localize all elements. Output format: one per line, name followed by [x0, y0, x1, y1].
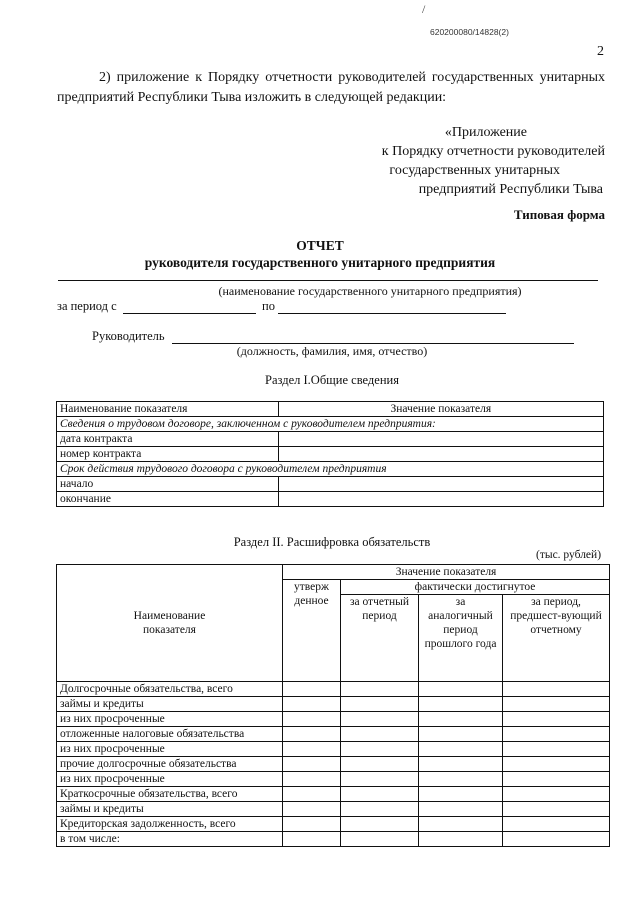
appendix-line-3: государственных унитарных — [389, 163, 560, 178]
col-header-approved-l2: денное — [294, 595, 329, 607]
table-row: займы и кредиты — [57, 697, 283, 712]
value-cell[interactable] — [419, 682, 503, 697]
col-header-name — [57, 565, 283, 682]
value-cell[interactable] — [283, 727, 341, 742]
value-cell[interactable] — [503, 682, 610, 697]
value-cell[interactable] — [341, 727, 419, 742]
head-caption: (должность, фамилия, имя, отчество) — [236, 344, 428, 358]
value-cell[interactable] — [341, 712, 419, 727]
period-to-label: по — [262, 299, 275, 313]
value-cell[interactable] — [503, 712, 610, 727]
col-header-prev-year: за аналогичный период прошлого года — [419, 595, 503, 682]
table-row-contract-term: Срок действия трудового договора с руководителем предприятия — [57, 462, 604, 477]
typical-form-label: Типовая форма — [513, 207, 605, 222]
value-cell[interactable] — [341, 757, 419, 772]
value-cell[interactable] — [419, 802, 503, 817]
value-cell[interactable] — [503, 697, 610, 712]
value-cell[interactable] — [419, 712, 503, 727]
col-header-value: Значение показателя — [283, 565, 610, 580]
table-row-contract-number: номер контракта — [57, 447, 279, 462]
col-header-approved — [283, 580, 341, 682]
report-title: ОТЧЕТ — [296, 238, 344, 253]
value-cell[interactable] — [278, 492, 603, 507]
appendix-heading — [300, 123, 605, 199]
enterprise-name-line[interactable] — [58, 280, 598, 281]
value-cell[interactable] — [278, 447, 603, 462]
general-info-table — [56, 401, 604, 507]
value-cell[interactable] — [419, 787, 503, 802]
appendix-line-2: к Порядку отчетности руководителей — [381, 144, 605, 159]
table-row-start: начало — [57, 477, 279, 492]
units-label: (тыс. рублей) — [536, 549, 602, 561]
table-row-contract-info: Сведения о трудовом договоре, заключенном с руководителем предприятия: — [57, 417, 604, 432]
value-cell[interactable] — [278, 477, 603, 492]
value-cell[interactable] — [283, 787, 341, 802]
document-number: 620200080/14828(2) — [430, 27, 509, 37]
value-cell[interactable] — [283, 742, 341, 757]
col-header-value: Значение показателя — [278, 402, 603, 417]
value-cell[interactable] — [283, 817, 341, 832]
value-cell[interactable] — [341, 772, 419, 787]
col-header-actual: фактически достигнутое — [341, 580, 610, 595]
table-row: отложенные налоговые обязательства — [57, 727, 283, 742]
table-row-end: окончание — [57, 492, 279, 507]
value-cell[interactable] — [503, 802, 610, 817]
table-row: Долгосрочные обязательства, всего — [57, 682, 283, 697]
value-cell[interactable] — [419, 727, 503, 742]
col-header-approved-l1: утверж — [294, 581, 329, 593]
section2-title: Раздел II. Расшифровка обязательств — [233, 535, 431, 549]
value-cell[interactable] — [341, 832, 419, 847]
table-row: из них просроченные — [57, 772, 283, 787]
value-cell[interactable] — [283, 697, 341, 712]
period-from-label: за период с — [57, 299, 117, 313]
col-header-reporting: за отчетный период — [341, 595, 419, 682]
value-cell[interactable] — [503, 817, 610, 832]
value-cell[interactable] — [503, 757, 610, 772]
col-header-name-text: Наименование показателя — [133, 610, 206, 636]
liabilities-table — [56, 564, 610, 847]
table-row: из них просроченные — [57, 742, 283, 757]
value-cell[interactable] — [341, 742, 419, 757]
section1-title: Раздел I.Общие сведения — [265, 373, 399, 387]
table-row-contract-date: дата контракта — [57, 432, 279, 447]
table-row: в том числе: — [57, 832, 283, 847]
value-cell[interactable] — [283, 712, 341, 727]
value-cell[interactable] — [341, 787, 419, 802]
value-cell[interactable] — [419, 817, 503, 832]
value-cell[interactable] — [419, 697, 503, 712]
period-from-line[interactable] — [123, 313, 256, 314]
head-label: Руководитель — [92, 329, 165, 343]
period-to-line[interactable] — [278, 313, 506, 314]
value-cell[interactable] — [419, 772, 503, 787]
value-cell[interactable] — [419, 832, 503, 847]
value-cell[interactable] — [283, 682, 341, 697]
value-cell[interactable] — [283, 757, 341, 772]
value-cell[interactable] — [419, 742, 503, 757]
page-number: 2 — [597, 44, 604, 59]
value-cell[interactable] — [341, 802, 419, 817]
value-cell[interactable] — [419, 757, 503, 772]
intro-paragraph: 2) приложение к Порядку отчетности руководителей государственных унитарных предприятий Республики Тыва изложить в следующей редакции: — [57, 70, 605, 105]
value-cell[interactable] — [341, 682, 419, 697]
value-cell[interactable] — [283, 832, 341, 847]
enterprise-caption: (наименование государственного унитарного предприятия) — [218, 284, 522, 298]
table-row: Краткосрочные обязательства, всего — [57, 787, 283, 802]
table-row: прочие долгосрочные обязательства — [57, 757, 283, 772]
col-header-prev-period: за период, предшест-вующий отчетному — [503, 595, 610, 682]
appendix-line-1: «Приложение — [444, 125, 527, 140]
value-cell[interactable] — [503, 742, 610, 757]
table-row: Кредиторская задолженность, всего — [57, 817, 283, 832]
col-header-name: Наименование показателя — [57, 402, 279, 417]
appendix-line-4: предприятий Республики Тыва — [418, 182, 603, 197]
handwritten-mark: / — [422, 2, 426, 16]
report-subtitle: руководителя государственного унитарного предприятия — [144, 255, 496, 270]
value-cell[interactable] — [283, 772, 341, 787]
value-cell[interactable] — [341, 817, 419, 832]
table-row: из них просроченные — [57, 712, 283, 727]
value-cell[interactable] — [278, 432, 603, 447]
value-cell[interactable] — [283, 802, 341, 817]
value-cell[interactable] — [503, 787, 610, 802]
value-cell[interactable] — [341, 697, 419, 712]
value-cell[interactable] — [503, 727, 610, 742]
value-cell[interactable] — [503, 832, 610, 847]
value-cell[interactable] — [503, 772, 610, 787]
table-row: займы и кредиты — [57, 802, 283, 817]
